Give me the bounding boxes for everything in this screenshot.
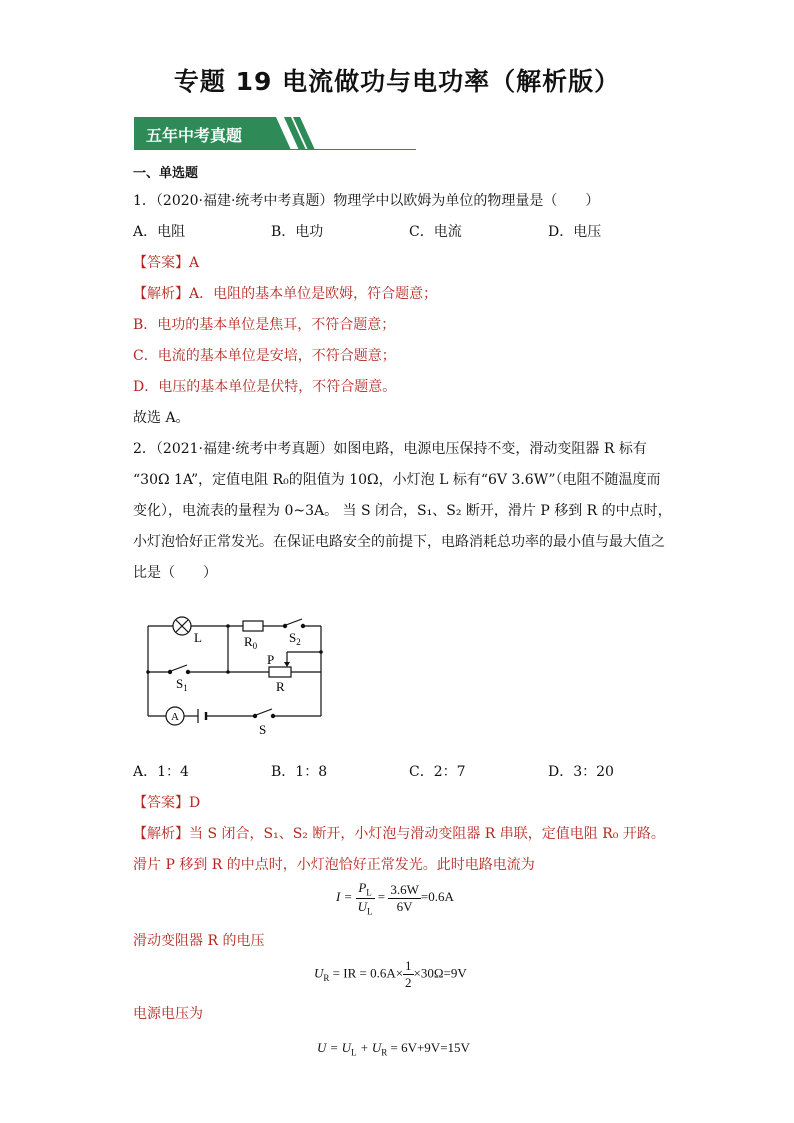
q2-option: B．1：8 xyxy=(271,764,328,780)
q2-text-source-voltage: 电源电压为 xyxy=(133,1006,203,1022)
label-p: P xyxy=(267,652,275,667)
battery-symbol xyxy=(198,709,206,723)
q2-stem-line: 2．（2021·福建·统考中考真题）如图电路，电源电压保持不变，滑动变阻器 R 标有 xyxy=(133,441,647,457)
q1-analysis-line: B．电功的基本单位是焦耳，不符合题意； xyxy=(133,317,396,333)
q1-option: B．电功 xyxy=(271,224,324,240)
q2-stem-line: 比是（ ） xyxy=(133,565,217,581)
q2-analysis-line: 【解析】当 S 闭合，S₁、S₂ 断开，小灯泡与滑动变阻器 R 串联，定值电阻 R₀ 开路。 xyxy=(133,826,665,842)
switch-s1-symbol xyxy=(168,665,189,674)
q1-analysis-line: D．电压的基本单位是伏特，不符合题意。 xyxy=(133,379,397,395)
label-r: R xyxy=(276,679,285,694)
formula-rheostat-voltage: $U_R$ = IR = 0.6A× $\frac{1}{2}$ ×30Ω=9V xyxy=(314,958,467,990)
q1-option: A．电阻 xyxy=(133,224,186,240)
rheostat-symbol xyxy=(269,667,291,677)
q2-stem-line: 小灯泡恰好正常发光。在保证电路安全的前提下，电路消耗总功率的最小值与最大值之 xyxy=(133,534,665,550)
label-s2: $S_2$ xyxy=(289,630,301,647)
label-s1: $S_1$ xyxy=(176,676,188,693)
q1-analysis-line: 【解析】A．电阻的基本单位是欧姆，符合题意； xyxy=(133,286,438,302)
q1-stem: 1．（2020·福建·统考中考真题）物理学中以欧姆为单位的物理量是（ ） xyxy=(133,193,600,209)
q2-stem-line: “30Ω 1A”，定值电阻 R₀的阻值为 10Ω，小灯泡 L 标有“6V 3.6W”（电阻不随温度而 xyxy=(133,472,661,488)
q1-option: C．电流 xyxy=(409,224,462,240)
formula-source-voltage: $U = U_L + U_R = 6V+9V=15V$ xyxy=(317,1040,470,1058)
q2-stem-line: 变化），电流表的量程为 0~3A。 当 S 闭合，S₁、S₂ 断开，滑片 P 移到 R 的中点时， xyxy=(133,503,672,519)
q1-option: D．电压 xyxy=(548,224,602,240)
q2-option: D．3：20 xyxy=(548,764,614,780)
q1-analysis-line: C．电流的基本单位是安培，不符合题意； xyxy=(133,348,396,364)
circuit-diagram xyxy=(140,612,335,740)
label-lamp: L xyxy=(194,630,202,645)
switch-s-symbol xyxy=(253,709,274,718)
q2-option: A．1：4 xyxy=(133,764,189,780)
lamp-symbol xyxy=(173,617,191,635)
switch-s2-symbol xyxy=(283,619,304,628)
section-heading: 一、单选题 xyxy=(133,166,199,181)
label-ammeter: A xyxy=(171,711,179,723)
q1-answer: 【答案】A xyxy=(133,255,200,271)
q2-text-rheostat-voltage: 滑动变阻器 R 的电压 xyxy=(133,933,265,949)
resistor-r0-symbol xyxy=(243,621,263,631)
q1-conclusion: 故选 A。 xyxy=(133,410,190,426)
label-r0: $R_0$ xyxy=(244,634,258,651)
formula-current: I = $\frac{P_L}{U_L}$ = $\frac{3.6W}{6V}$ =0.6A xyxy=(336,880,454,917)
page-title: 专题 19 电流做功与电功率（解析版） xyxy=(173,67,621,96)
banner-label: 五年中考真题 xyxy=(146,126,243,145)
label-s: S xyxy=(259,722,267,737)
q2-analysis-line: 滑片 P 移到 R 的中点时，小灯泡恰好正常发光。此时电路电流为 xyxy=(133,857,535,873)
q2-option: C．2：7 xyxy=(409,764,466,780)
q2-answer: 【答案】D xyxy=(133,795,201,811)
